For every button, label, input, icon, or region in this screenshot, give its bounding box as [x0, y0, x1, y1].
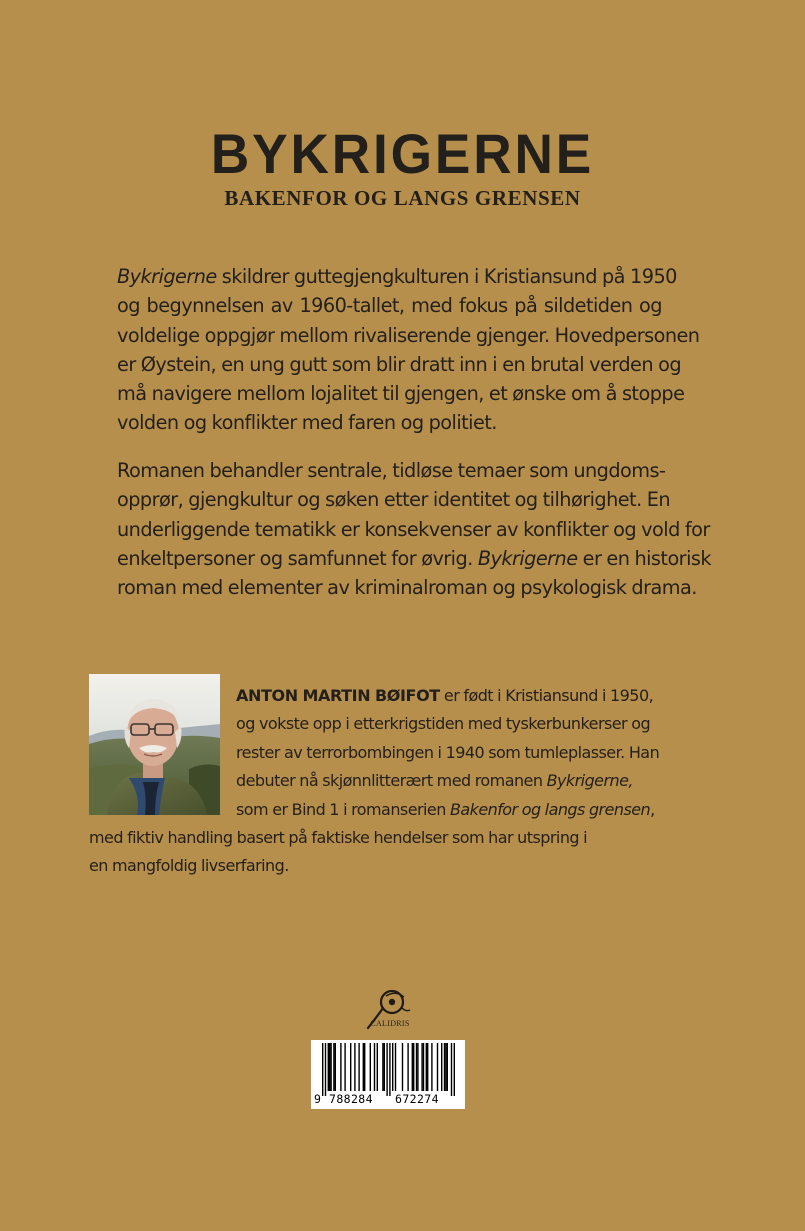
- barcode-bar: [370, 1043, 371, 1091]
- text-line: er Øystein, en ung gutt som blir dratt inn i en brutal verden og: [117, 352, 682, 376]
- barcode-bar: [350, 1043, 351, 1091]
- text-line: med fiktiv handling basert på faktiske hendelser som har utspring i: [89, 828, 588, 848]
- barcode-bar: [437, 1043, 438, 1091]
- isbn-first-digit: 9: [314, 1092, 321, 1106]
- barcode-bar: [417, 1043, 418, 1091]
- barcode-bar: [386, 1043, 387, 1096]
- barcode-bar: [454, 1043, 455, 1096]
- description-paragraph-1: [117, 262, 700, 438]
- barcode-bar: [407, 1043, 408, 1091]
- barcode-bar: [431, 1043, 432, 1091]
- text-line: må navigere mellom lojalitet til gjengen, et ønske om å stoppe: [117, 382, 685, 406]
- barcode-bar: [325, 1043, 326, 1096]
- text-line: ANTON MARTIN BØIFOT er født i Kristiansund i 1950,: [236, 686, 654, 705]
- isbn-barcode: [311, 1040, 465, 1109]
- barcode-bar: [444, 1043, 445, 1091]
- book-title-italic: Bykrigerne: [477, 546, 578, 570]
- text-line: opprør, gjengkultur og søken etter identitet og tilhørighet. En: [117, 488, 671, 512]
- text-line: en mangfoldig livserfaring.: [89, 856, 289, 876]
- barcode-bar: [423, 1043, 424, 1091]
- barcode-bar: [329, 1043, 330, 1091]
- barcode-bar: [358, 1043, 359, 1091]
- barcode-bar: [377, 1043, 378, 1091]
- isbn-number: [311, 1091, 465, 1107]
- barcode-bar: [354, 1043, 355, 1091]
- barcode-bar: [451, 1043, 452, 1096]
- barcode-bar: [363, 1043, 364, 1091]
- isbn-group-2: 672274: [395, 1092, 439, 1106]
- author-bio: [89, 682, 660, 881]
- book-title: BYKRIGERNE: [210, 122, 595, 185]
- isbn-group-1: 788284: [329, 1092, 373, 1106]
- barcode-bar: [340, 1043, 341, 1091]
- text-line: debuter nå skjønnlitterært med romanen Bykrigerne,: [236, 771, 633, 791]
- barcode-bar: [384, 1043, 385, 1091]
- text-line: volden og konflikter med faren og politiet.: [117, 411, 497, 435]
- barcode-bar: [413, 1043, 414, 1091]
- text-line: underliggende tematikk er konsekvenser av konflikter og vold for: [117, 517, 710, 541]
- barcode-bar: [364, 1043, 365, 1091]
- text-line: voldelige oppgjør mellom rivaliserende gjenger. Hovedpersonen: [117, 323, 700, 347]
- barcode-bar: [445, 1043, 446, 1091]
- barcode-bar: [322, 1043, 323, 1096]
- book-subtitle: BAKENFOR OG LANGS GRENSEN: [224, 186, 581, 210]
- barcode-bar: [330, 1043, 331, 1091]
- barcode-bar: [412, 1043, 413, 1091]
- barcode-bar: [426, 1043, 427, 1091]
- barcode-bar: [333, 1043, 334, 1091]
- barcode-bar: [447, 1043, 448, 1091]
- text-line: og begynnelsen av 1960-tallet, med fokus på sildetiden og: [117, 294, 662, 318]
- barcode-bar: [395, 1043, 396, 1091]
- barcode-bar: [416, 1043, 417, 1091]
- author-name: ANTON MARTIN BØIFOT: [236, 686, 440, 705]
- barcode-bar: [402, 1043, 403, 1091]
- barcode-bar: [335, 1043, 336, 1091]
- text-line: Bykrigerne skildrer guttegjengkulturen i Kristiansund på 1950: [117, 265, 677, 288]
- barcode-bar: [427, 1043, 428, 1091]
- description-paragraph-2: [117, 456, 711, 602]
- barcode-bar: [382, 1043, 383, 1091]
- barcode-bar: [344, 1043, 345, 1091]
- text-line: roman med elementer av kriminalroman og psykologisk drama.: [117, 576, 697, 600]
- series-title-italic: Bakenfor og langs grensen: [449, 799, 651, 819]
- barcode-bar: [374, 1043, 375, 1091]
- text-line: og vokste opp i etterkrigstiden med tyskerbunkerser og: [236, 714, 651, 734]
- book-title-italic: Bykrigerne,: [546, 771, 633, 791]
- text-line: enkeltpersoner og samfunnet for øvrig. Bykrigerne er en historisk: [117, 546, 711, 570]
- barcode-bar: [389, 1043, 390, 1096]
- book-title-italic: Bykrigerne: [117, 265, 217, 288]
- text-line: Romanen behandler sentrale, tidløse temaer som ungdoms-: [117, 459, 666, 482]
- barcode-bar: [328, 1043, 329, 1091]
- barcode-bar: [392, 1043, 393, 1091]
- barcode-bar: [441, 1043, 442, 1091]
- text-line: rester av terrorbombingen i 1940 som tumleplasser. Han: [236, 742, 660, 762]
- publisher-name: CALIDRIS: [370, 1019, 410, 1028]
- barcode-bar: [421, 1043, 422, 1091]
- text-line: som er Bind 1 i romanserien Bakenfor og langs grensen,: [236, 799, 655, 819]
